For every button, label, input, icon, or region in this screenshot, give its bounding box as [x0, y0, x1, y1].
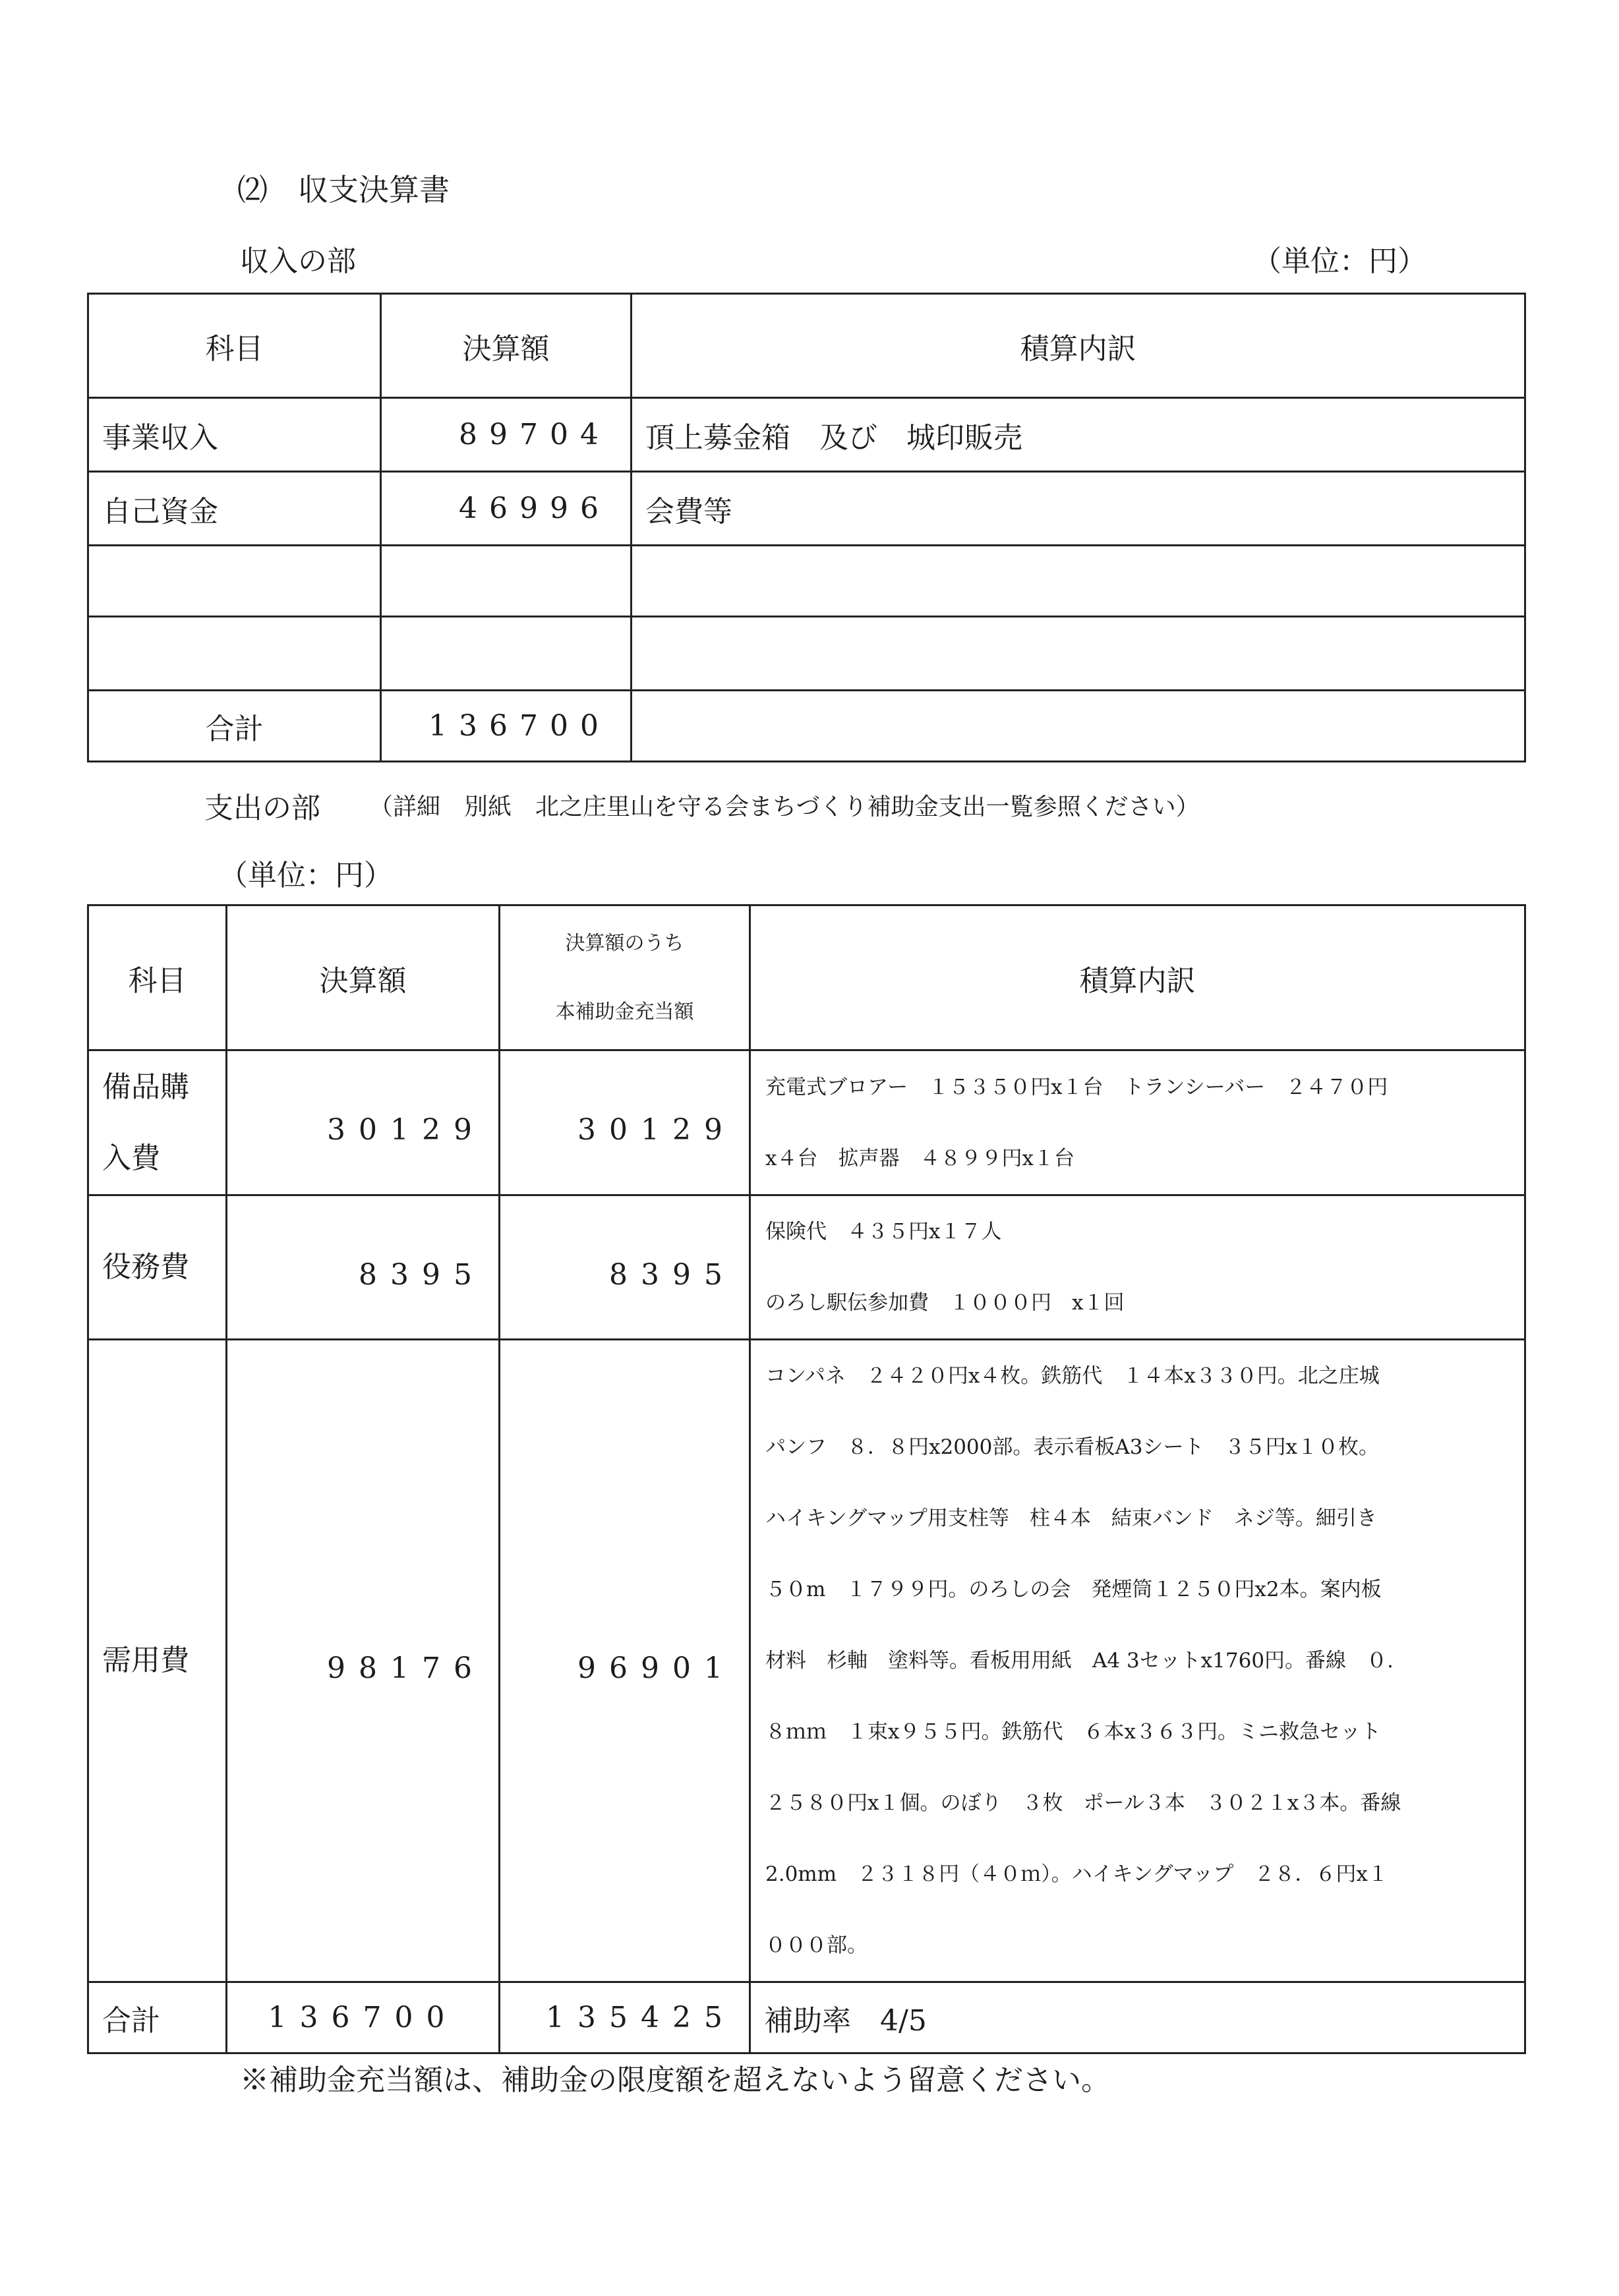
expense-header-subsidy [500, 905, 750, 1050]
income-unit: （単位：円） [1252, 244, 1427, 278]
expense-row-item-line: 入費 [102, 1141, 160, 1175]
expense-detail-line: 材料 杉軸 塗料等。看板用用紙 A4 3セットx1760円。番線 ０. [765, 1649, 1394, 1673]
expense-row-subsidy: 30129 [500, 1050, 750, 1195]
expense-detail-line: ハイキングマップ用支柱等 柱４本 結束バンド ネジ等。細引き [765, 1507, 1377, 1530]
expense-detail-line: 充電式ブロアー １５３５０円x１台 トランシーバー ２４７０円 [765, 1075, 1388, 1099]
income-total-row [88, 691, 1525, 762]
expense-total-row [88, 1982, 1525, 2053]
expense-detail-line: コンパネ ２４２０円x４枚。鉄筋代 １４本x３３０円。北之庄城 [765, 1364, 1380, 1388]
income-row-detail: 頂上募金箱 及び 城印販売 [632, 398, 1525, 472]
expense-row-detail [750, 1340, 1525, 1982]
income-row [88, 398, 1525, 472]
expense-row-amount: 98176 [227, 1340, 500, 1982]
expense-row-detail [750, 1195, 1525, 1340]
income-row-detail [632, 617, 1525, 691]
expense-row [88, 1050, 1525, 1195]
expense-row-item-line: 備品購 [102, 1070, 189, 1104]
footnote: ※補助金充当額は、補助金の限度額を超えないよう留意ください。 [240, 2063, 1110, 2097]
expense-detail-line: ２５８０円x１個。のぼり ３枚 ポール３本 ３０２１x３本。番線 [765, 1791, 1401, 1815]
expense-row-detail [750, 1050, 1525, 1195]
expense-detail-line: パンフ ８．８円x2000部。表示看板A3シート ３５円x１０枚。 [765, 1435, 1379, 1459]
expense-detail-line: 2.0mm ２３１８円（４０ｍ）。ハイキングマップ ２８．６円x１ [765, 1862, 1388, 1886]
expense-table [87, 904, 1526, 2054]
expense-header-row [88, 905, 1525, 1050]
income-row-item: 自己資金 [88, 472, 381, 546]
expense-row-subsidy: 96901 [500, 1340, 750, 1982]
income-row [88, 546, 1525, 617]
income-header-row [88, 294, 1525, 398]
expense-row-amount: 8395 [227, 1195, 500, 1340]
expense-row-item [88, 1050, 227, 1195]
expense-row [88, 1340, 1525, 1982]
expense-detail-line: ０００部。 [765, 1934, 868, 1957]
expense-row-subsidy: 8395 [500, 1195, 750, 1340]
income-total-amount: 136700 [381, 691, 632, 762]
income-row-item: 事業収入 [88, 398, 381, 472]
income-row [88, 472, 1525, 546]
expense-note: （詳細 別紙 北之庄里山を守る会まちづくり補助金支出一覧参照ください） [369, 793, 1200, 820]
income-header-detail: 積算内訳 [632, 294, 1525, 398]
expense-header-subsidy-line2: 本補助金充当額 [555, 1000, 694, 1023]
expense-detail-line: x４台 拡声器 ４８９９円x１台 [765, 1146, 1074, 1170]
section-title: ⑵ 収支決算書 [237, 172, 450, 208]
income-row [88, 617, 1525, 691]
expense-total-detail: 補助率 4/5 [750, 1982, 1525, 2053]
income-header-amount: 決算額 [381, 294, 632, 398]
expense-detail-line: ８ｍｍ １束x９５５円。鉄筋代 ６本x３６３円。ミニ救急セット [765, 1720, 1381, 1744]
expense-total-amount: 136700 [227, 1982, 500, 2053]
expense-label: 支出の部 [204, 791, 320, 825]
income-table [87, 293, 1526, 762]
expense-row [88, 1195, 1525, 1340]
income-row-amount: 46996 [381, 472, 632, 546]
expense-header-detail: 積算内訳 [750, 905, 1525, 1050]
income-header-item: 科目 [88, 294, 381, 398]
expense-header-amount: 決算額 [227, 905, 500, 1050]
expense-detail-line: 保険代 ４３５円x１７人 [765, 1220, 1002, 1244]
income-row-item [88, 617, 381, 691]
income-row-amount [381, 546, 632, 617]
expense-row-item [88, 1195, 227, 1340]
income-label: 収入の部 [240, 244, 356, 278]
income-row-detail: 会費等 [632, 472, 1525, 546]
expense-header-item: 科目 [88, 905, 227, 1050]
income-row-item [88, 546, 381, 617]
expense-total-subsidy: 135425 [500, 1982, 750, 2053]
expense-row-item-line: 役務費 [102, 1250, 189, 1284]
expense-detail-line: のろし駅伝参加費 １０００円 x１回 [765, 1291, 1125, 1315]
expense-row-item-line: 需用費 [102, 1644, 189, 1677]
income-row-amount: 89704 [381, 398, 632, 472]
expense-row-item [88, 1340, 227, 1982]
expense-unit: （単位：円） [219, 859, 393, 892]
income-total-label: 合計 [88, 691, 381, 762]
income-total-detail [632, 691, 1525, 762]
expense-row-amount: 30129 [227, 1050, 500, 1195]
income-row-amount [381, 617, 632, 691]
income-row-detail [632, 546, 1525, 617]
expense-header-subsidy-line1: 決算額のうち [565, 931, 684, 955]
expense-total-label: 合計 [88, 1982, 227, 2053]
expense-detail-line: ５０m １７９９円。のろしの会 発煙筒１２５０円x2本。案内板 [765, 1578, 1382, 1601]
